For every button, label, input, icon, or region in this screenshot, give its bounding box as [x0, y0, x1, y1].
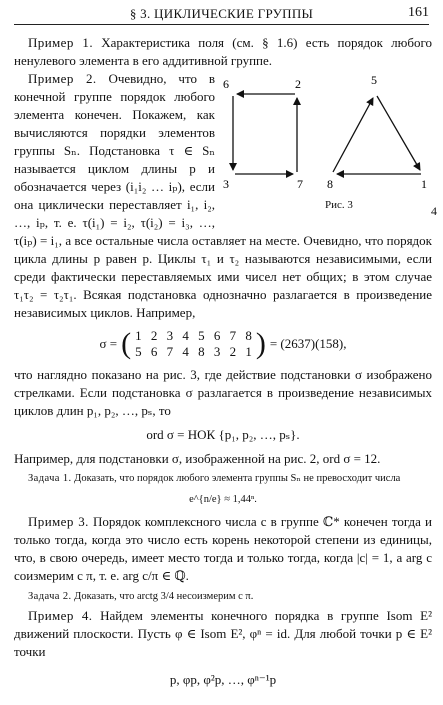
equation-orbit: p, φp, φ²p, …, φⁿ⁻¹p: [169, 672, 277, 687]
equation-sigma: σ = ( 1 2 3 4 5 6 7 8 5 6 7 4 8 3 2 1 ) = (2637)(158),: [99, 327, 347, 360]
task-1: Задача 1. Доказать, что порядок любого элемента группы Sₙ не превосходит числа: [28, 473, 401, 484]
page-number: 161: [408, 5, 429, 20]
example-2-cont: что наглядно показано на рис. 3, где действие подстановки σ изображено стрелками. Если подстановка σ разлагается в произведение независимых циклов длин p₁, p₂, …, pₛ, то: [14, 367, 432, 418]
vertex-label: 7: [297, 177, 303, 191]
figure-3: [223, 72, 438, 222]
matrix-row-1: 1 2 3 4 5 6 7 8: [135, 328, 252, 343]
example-2: 6 2 3 7 5 8 1 Рис. 3 Пример 2. Очевидно, что в конечной группе порядок любого элемента конечен. Покажем, как вычисляются порядки элементов группы Sₙ. Подстановка τ ∈ Sₙ называется циклом длины p и обозначается через (i₁i₂ … iₚ), если она циклически переставляет i₁, i₂, …, iₚ, т. е. τ(i₁) = i₂, τ(i₂) = i₃, …, τ(iₚ) = i₁, а все остальные числа оставляет на месте. Очевидно, что порядок цикла длины p равен p. Циклы τ₁ и τ₂ называются независимыми, если среди фактически переставляемых ими чисел нет общих; в этом случае τ₁τ₂ = τ₂τ₁. Всякая подстановка однозначно разлагается в произведение независимых циклов. Например,: [14, 70, 432, 322]
equation-ord: ord σ = НОК {p₁, p₂, …, pₛ}.: [146, 427, 300, 442]
matrix-row-2: 5 6 7 4 8 3 2 1: [135, 344, 252, 359]
running-header: [0, 0, 443, 26]
header-rule: [14, 24, 429, 25]
example-4: Пример 4. Найдем элементы конечного порядка в группе Isom E² движений плоскости. Пусть φ ∈ Isom E², φⁿ = id. Для любой точки p ∈ E² точки: [14, 608, 432, 659]
vertex-label: 2: [295, 77, 301, 91]
equation-bound: e^{n/e} ≈ 1,44ⁿ.: [189, 494, 257, 505]
example-3: Пример 3. Порядок комплексного числа c в группе ℂ* конечен тогда и только тогда, когда это число есть корень некоторой степени из единицы, что, в свою очередь, имеет место тогда и только тогда, когда |c| = 1, а arg c соизмерим с π, т. е. arg c/π ∈ ℚ.: [14, 514, 432, 583]
example-2-end: Например, для подстановки σ, изображенной на рис. 2, ord σ = 12.: [14, 451, 381, 466]
vertex-label: 8: [327, 177, 333, 191]
section-title: § 3. ЦИКЛИЧЕСКИЕ ГРУППЫ: [129, 6, 314, 21]
task-2: Задача 2. Доказать, что arctg 3/4 несоизмерим с π.: [28, 591, 254, 602]
vertex-label: 3: [223, 177, 229, 191]
vertex-label: 6: [223, 77, 229, 91]
figure-caption: Рис. 3: [325, 199, 353, 211]
example-1: Пример 1. Характеристика поля (см. § 1.6) есть порядок любого ненулевого элемента в его аддитивной группе.: [14, 35, 432, 68]
vertex-label: 5: [371, 73, 377, 87]
page-body: [14, 34, 432, 695]
vertex-label: 1: [421, 177, 427, 191]
margin-mark: 4: [431, 204, 437, 218]
